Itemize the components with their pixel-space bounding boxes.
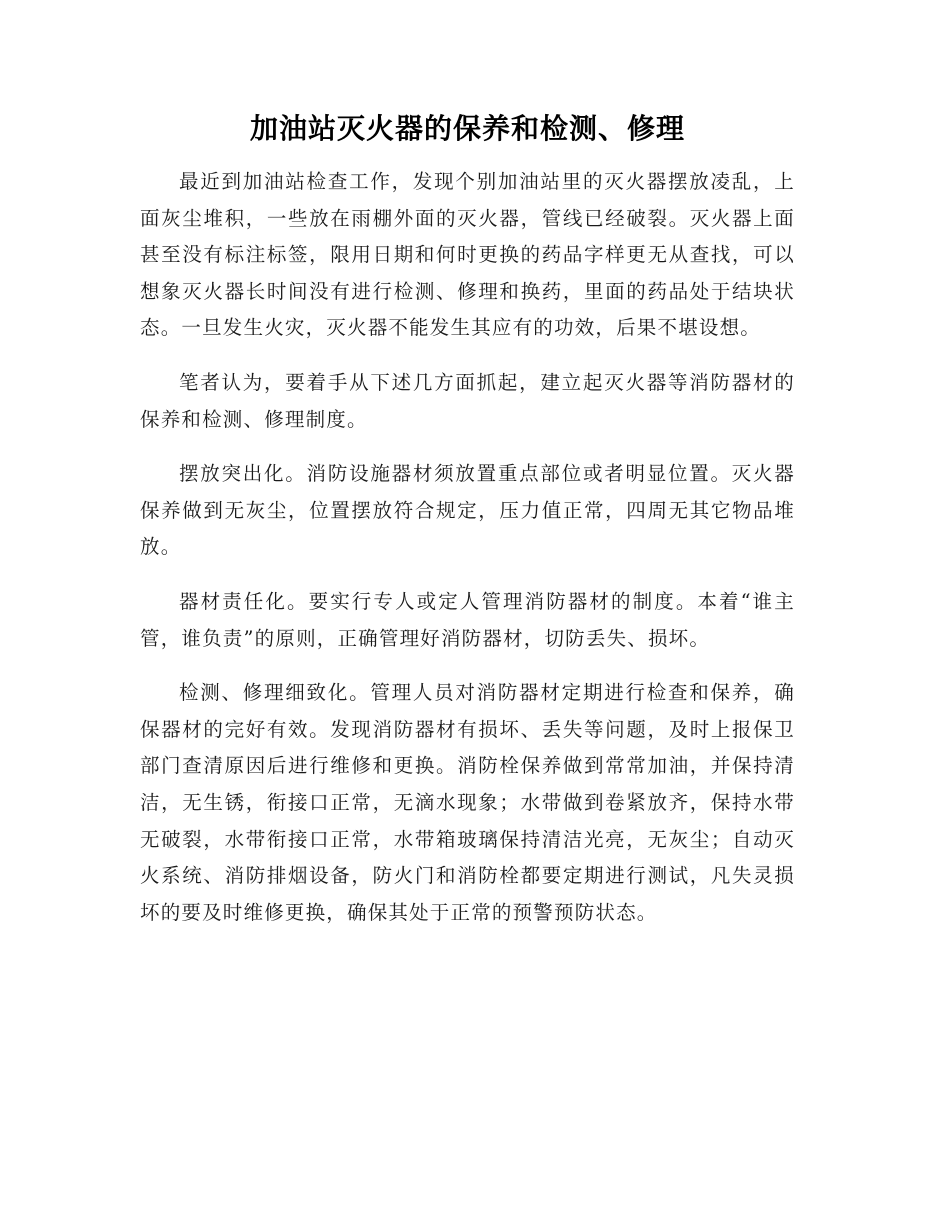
paragraph-inspection-repair: 检测、修理细致化。管理人员对消防器材定期进行检查和保养，确保器材的完好有效。发现消防器材有损坏、丢失等问题，及时上报保卫部门查清原因后进行维修和更换。消防栓保养做到常常加油，并保持清洁，无生锈，衔接口正常，无滴水现象；水带做到卷紧放齐，保持水带无破裂，水带衔接口正常，水带箱玻璃保持清洁光亮，无灰尘；自动灭火系统、消防排烟设备，防火门和消防栓都要定期进行测试，凡失灵损坏的要及时维修更换，确保其处于正常的预警预防状态。 [140, 681, 795, 924]
paragraph-intro: 最近到加油站检查工作，发现个别加油站里的灭火器摆放凌乱，上面灰尘堆积，一些放在雨棚外面的灭火器，管线已经破裂。灭火器上面甚至没有标注标签，限用日期和何时更换的药品字样更无从查找，可以想象灭火器长时间没有进行检测、修理和换药，里面的药品处于结块状态。一旦发生火灾，灭火器不能发生其应有的功效，后果不堪设想。 [140, 170, 795, 340]
paragraph-responsibility: 器材责任化。要实行专人或定人管理消防器材的制度。本着“谁主管，谁负责”的原则，正确管理好消防器材，切防丢失、损坏。 [140, 589, 795, 650]
paragraph-placement: 摆放突出化。消防设施器材须放置重点部位或者明显位置。灭火器保养做到无灰尘，位置摆放符合规定，压力值正常，四周无其它物品堆放。 [140, 462, 795, 559]
document-body [140, 108, 795, 949]
paragraph-author-view: 笔者认为，要着手从下述几方面抓起，建立起灭火器等消防器材的保养和检测、修理制度。 [140, 370, 795, 431]
document-title: 加油站灭火器的保养和检测、修理 [249, 112, 685, 145]
